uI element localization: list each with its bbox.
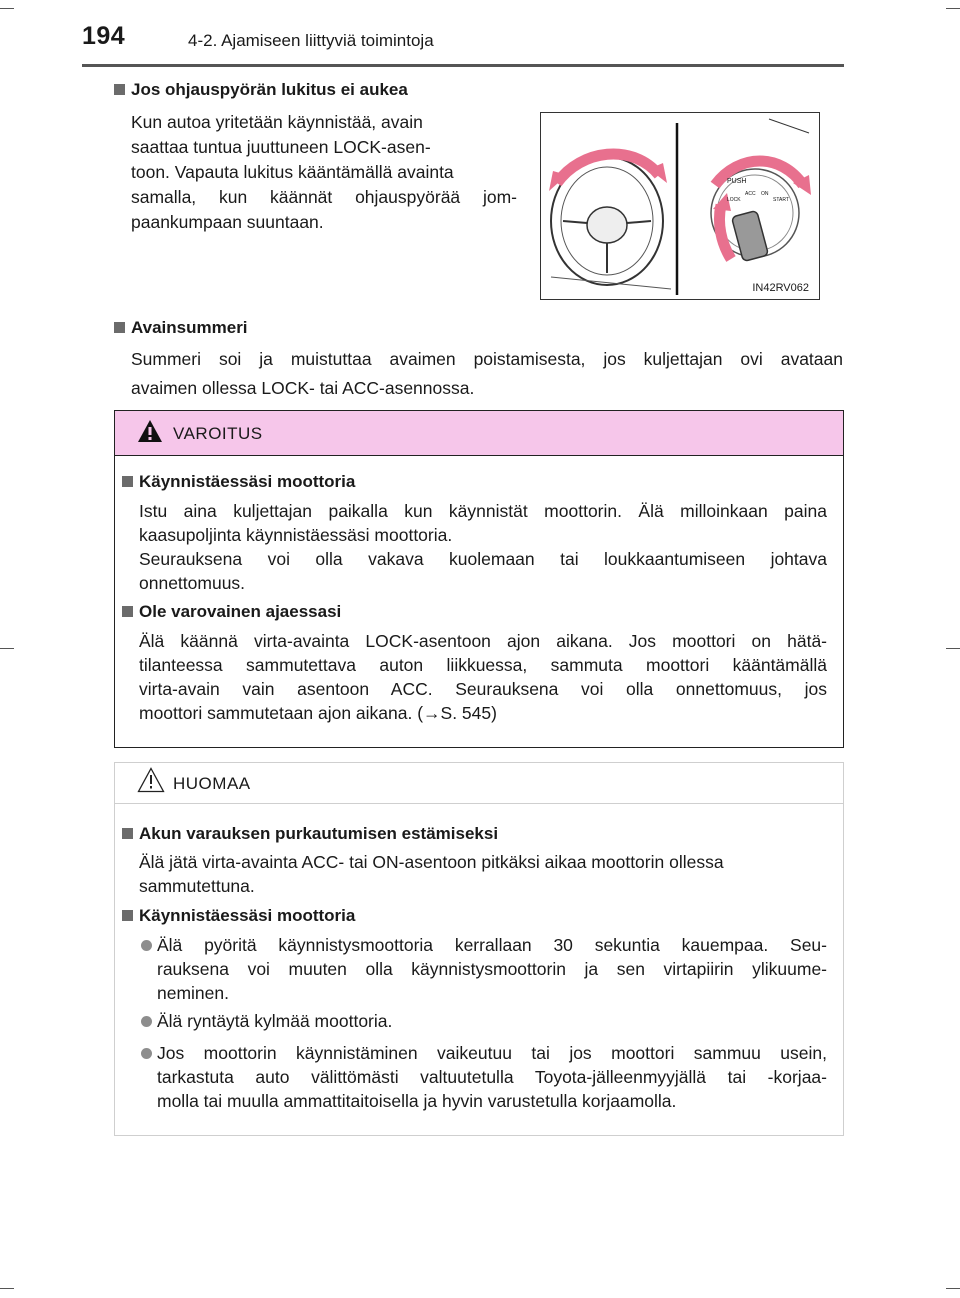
text-line: sammutettuna. [139,876,255,896]
text-line: saattaa tuntua juuttuneen LOCK-asen- [131,137,431,157]
warning-item-text [139,499,827,595]
text-line: onnettomuus. [139,573,246,593]
warning-triangle-icon [137,419,163,443]
steering-wheel-and-key-drawing [541,113,819,299]
text-line: rauksena voi muuten olla käynnistysmoottorin ja sen virtapiirin ylikuume- [157,959,827,979]
heading-text: Ole varovainen ajaessasi [139,602,342,621]
text-line: virta-avain vain asentoon ACC. Seurauksena voi olla onnettomuus, jos [139,679,827,699]
round-bullet-icon [141,1016,152,1027]
round-bullet-icon [141,1048,152,1059]
notice-title: HUOMAA [173,774,251,793]
text-line: molla tai muulla ammattitaitoisella ja hyvin varustetulla korjaamolla. [157,1091,677,1111]
crop-mark [0,648,14,649]
text-line: moottori sammutetaan ajon aikana. (→S. 545) [139,703,497,723]
notice-header [115,763,843,804]
key-buzzer-text [131,345,843,403]
steering-lock-text [131,110,517,235]
notice-item-heading [122,824,498,844]
heading-text: Avainsummeri [131,318,248,337]
warning-header [115,411,843,456]
square-bullet-icon [122,606,133,617]
text-line: paankumpaan suuntaan. [131,212,324,232]
text-line: Seurauksena voi olla vakava kuolemaan tai loukkaantumiseen johtava [139,549,827,569]
key-buzzer-heading [114,318,248,338]
square-bullet-icon [122,910,133,921]
heading-text: Jos ohjauspyörän lukitus ei aukea [131,80,408,99]
switch-label-lock: LOCK [727,197,741,203]
switch-label-start: START [773,197,789,203]
switch-label-acc: ACC [745,191,756,197]
square-bullet-icon [114,322,125,333]
notice-item-text [139,850,827,898]
caution-triangle-icon [137,767,165,793]
text-line: tilanteessa sammutettava auton liikkuessa, sammuta moottori kääntämällä [139,655,827,675]
figure-code: IN42RV062 [752,282,809,294]
square-bullet-icon [122,476,133,487]
crop-mark [0,1288,14,1289]
warning-item-heading [122,472,355,492]
warning-item-text [139,629,827,725]
switch-label-on: ON [761,191,769,197]
steering-unlock-illustration [540,112,820,300]
text-line: samalla, kun käännät ohjauspyörää jom- [131,187,517,207]
text-line: neminen. [157,983,229,1003]
text-line: avaimen ollessa LOCK- tai ACC-asennossa. [131,378,475,398]
crop-mark [946,648,960,649]
square-bullet-icon [114,84,125,95]
page-header [0,0,960,70]
text-line: kaasupoljinta käynnistäessäsi moottoria. [139,525,453,545]
text-line: Jos moottorin käynnistäminen vaikeutuu tai jos moottori sammuu usein, [157,1043,827,1063]
text-line: Älä jätä virta-avainta ACC- tai ON-asentoon pitkäksi aikaa moottorin ollessa [139,852,724,872]
heading-text: Käynnistäessäsi moottoria [139,906,356,925]
text-line: Älä käännä virta-avainta LOCK-asentoon ajon aikana. Jos moottori on hätä- [139,631,827,651]
heading-text: Käynnistäessäsi moottoria [139,472,356,491]
text-line: Älä ryntäytä kylmää moottoria. [157,1011,393,1031]
crop-mark [946,1288,960,1289]
notice-item-heading [122,906,355,926]
text-line: toon. Vapauta lukitus kääntämällä avainta [131,162,454,182]
warning-item-heading [122,602,341,622]
section-title: 4-2. Ajamiseen liittyviä toimintoja [188,31,434,50]
round-bullet-icon [141,940,152,951]
page-number: 194 [82,22,126,50]
text-line: Älä pyöritä käynnistysmoottoria kerrallaan 30 sekuntia kauempaa. Seu- [157,935,827,955]
text-line: Kun autoa yritetään käynnistää, avain [131,112,423,132]
notice-bullet-text [157,933,827,1005]
heading-text: Akun varauksen purkautumisen estämiseksi [139,824,499,843]
header-divider [82,64,844,67]
square-bullet-icon [122,828,133,839]
steering-lock-heading [114,80,408,100]
notice-bullet-text [157,1041,827,1113]
notice-bullet-text [157,1009,827,1033]
switch-label-push: PUSH [727,178,747,185]
text-line: tarkastuta auto välittömästi valtuutetulla Toyota-jälleenmyyjällä tai -korjaa- [157,1067,827,1087]
text-line: Istu aina kuljettajan paikalla kun käynnistät moottorin. Älä milloinkaan paina [139,501,827,521]
warning-title: VAROITUS [173,424,263,443]
text-line: Summeri soi ja muistuttaa avaimen poistamisesta, jos kuljettajan ovi avataan [131,349,843,369]
